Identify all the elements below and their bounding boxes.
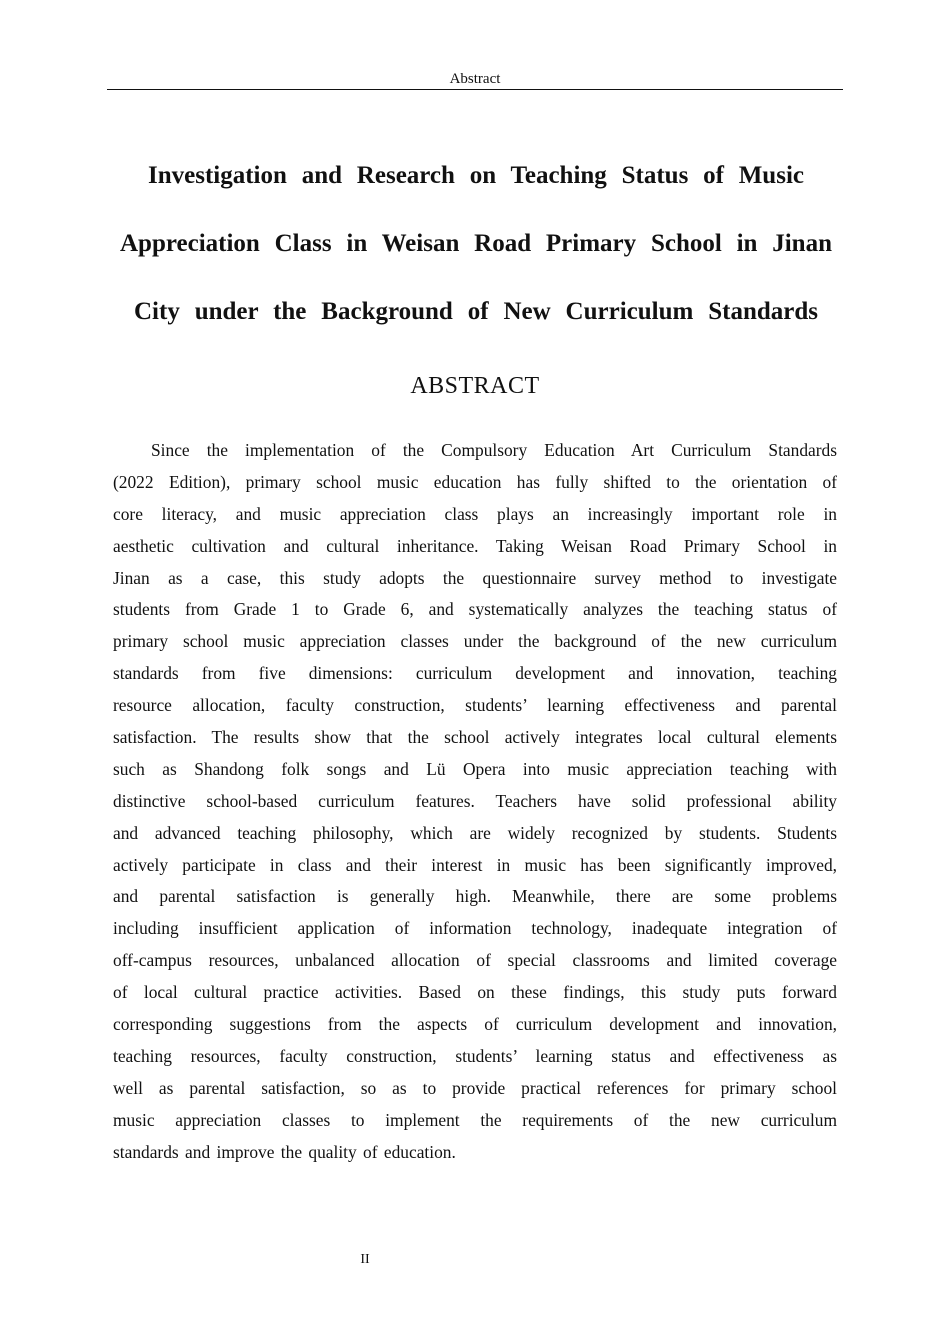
abstract-line: of local cultural practice activities. Based on these findings, this study puts forward (113, 982, 837, 1003)
abstract-body (113, 435, 837, 1168)
abstract-heading: ABSTRACT (410, 373, 540, 399)
abstract-line: such as Shandong folk songs and Lü Opera into music appreciation teaching with (113, 758, 837, 779)
abstract-line: teaching resources, faculty construction, students’ learning status and effectiveness as (113, 1045, 837, 1066)
abstract-line: and advanced teaching philosophy, which are widely recognized by students. Students (113, 822, 837, 843)
paper-title (118, 142, 834, 346)
abstract-line: primary school music appreciation classes under the background of the new curriculum (113, 631, 837, 652)
title-line: City under the Background of New Curriculum Standards (134, 298, 818, 325)
abstract-line: (2022 Edition), primary school music education has fully shifted to the orientation of (113, 471, 837, 492)
page-number: II (360, 1252, 370, 1267)
abstract-line: off-campus resources, unbalanced allocation of special classrooms and limited coverage (113, 950, 837, 971)
abstract-line: satisfaction. The results show that the school actively integrates local cultural elements (113, 727, 837, 748)
abstract-line: standards and improve the quality of education. (113, 1141, 456, 1162)
abstract-line: core literacy, and music appreciation class plays an increasingly important role in (113, 503, 837, 524)
title-line: Appreciation Class in Weisan Road Primary School in Jinan (120, 230, 832, 257)
abstract-line: actively participate in class and their interest in music has been significantly improved, (113, 854, 837, 875)
abstract-line: Since the implementation of the Compulsory Education Art Curriculum Standards (151, 440, 837, 460)
abstract-line: aesthetic cultivation and cultural inheritance. Taking Weisan Road Primary School in (113, 535, 837, 556)
abstract-line: standards from five dimensions: curriculum development and innovation, teaching (113, 663, 837, 684)
running-header: Abstract (449, 71, 501, 87)
abstract-line: students from Grade 1 to Grade 6, and systematically analyzes the teaching status of (113, 599, 837, 620)
abstract-line: resource allocation, faculty construction, students’ learning effectiveness and parental (113, 695, 837, 716)
abstract-line: including insufficient application of information technology, inadequate integration of (113, 918, 837, 939)
abstract-line: corresponding suggestions from the aspects of curriculum development and innovation, (113, 1014, 837, 1035)
abstract-line: distinctive school-based curriculum features. Teachers have solid professional ability (113, 790, 837, 811)
title-line: Investigation and Research on Teaching Status of Music (148, 162, 804, 189)
abstract-line: music appreciation classes to implement the requirements of the new curriculum (113, 1109, 837, 1130)
abstract-line: Jinan as a case, this study adopts the questionnaire survey method to investigate (113, 567, 837, 588)
abstract-line: well as parental satisfaction, so as to provide practical references for primary school (113, 1077, 837, 1098)
abstract-line: and parental satisfaction is generally high. Meanwhile, there are some problems (113, 886, 837, 907)
header-rule (107, 89, 843, 90)
